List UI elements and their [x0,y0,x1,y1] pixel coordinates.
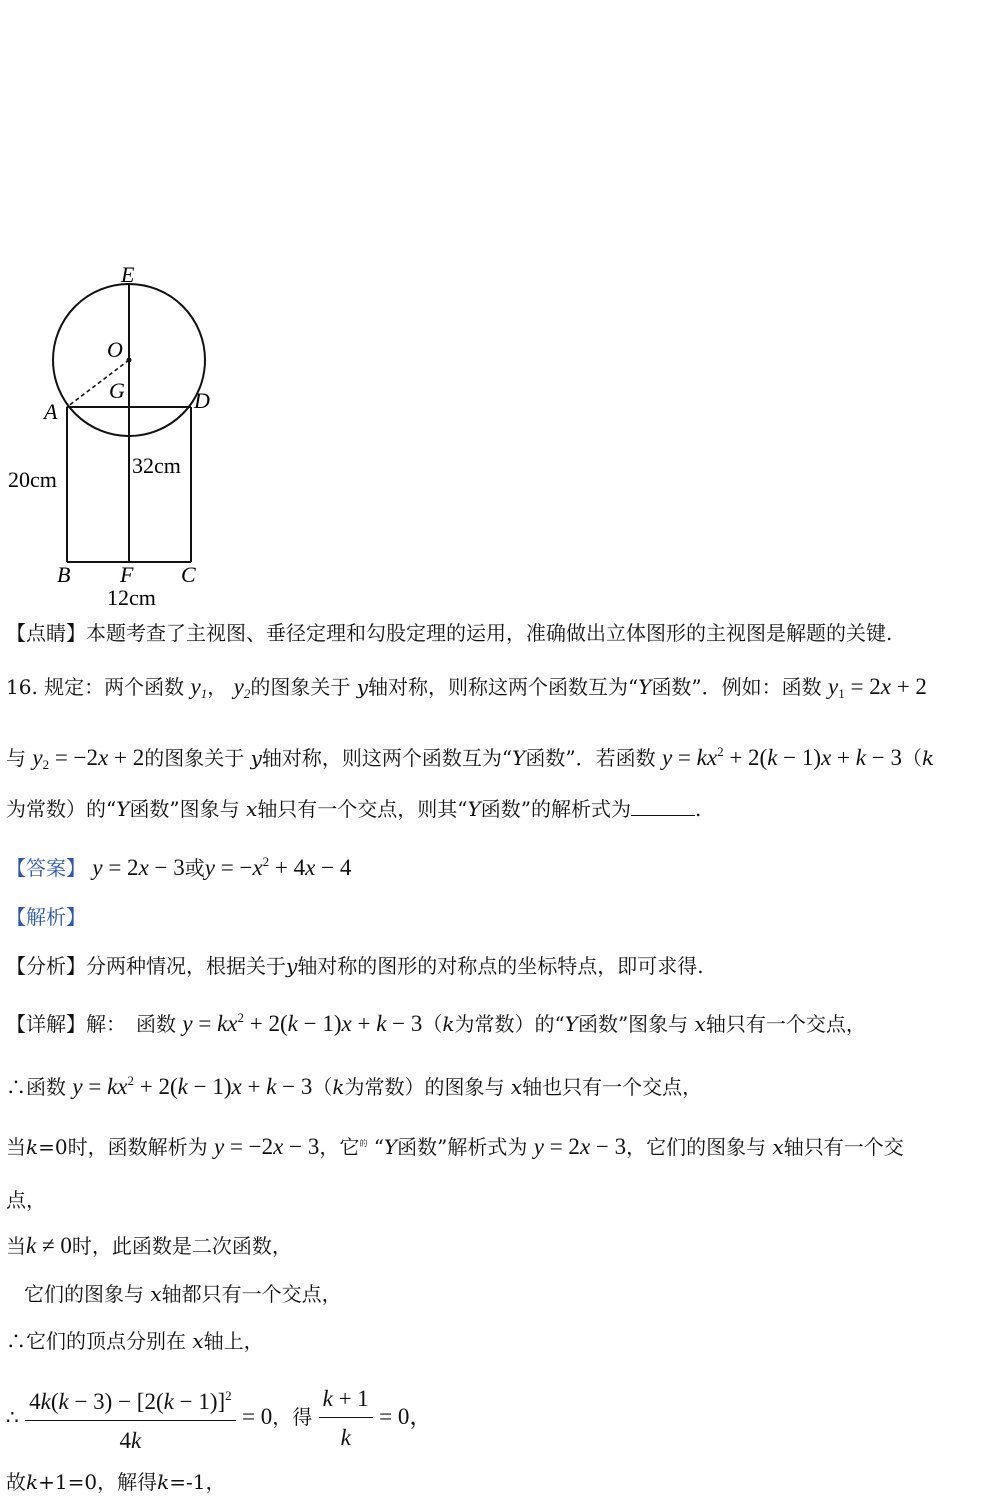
k-nonzero-line [6,1232,292,1260]
therefore-text: （ [312,1075,333,1099]
fenxi-text: 分两种情况，根据关于 [86,954,286,978]
var-x: x [510,1075,523,1099]
q16-text: 的图象关于 [144,746,245,770]
therefore-line-1 [6,1067,702,1101]
q16-text: 函数”图象与 [129,797,240,821]
var-x: x [246,797,258,821]
math-main-function: $y = kx^2 + 2(k - 1)x + k - 3$ [661,744,902,770]
q16-line-1 [6,673,927,708]
fraction-line [6,1378,432,1459]
fenxi-line [6,952,704,980]
xiangjie-text: 解： 函数 [86,1012,176,1036]
k-zero-text: ，它 [319,1135,360,1159]
var-k: k [332,1075,345,1099]
fenxi-tag: 【分析】 [6,954,86,978]
k-nonzero-text: 时，此函数是二次函数， [71,1234,292,1258]
therefore-sign: ∴ [6,1405,19,1429]
var-x: x [694,1012,706,1036]
label-o: O [107,337,123,362]
math-eq-zero: = 0， [379,1404,433,1429]
q16-text: 规定：两个函数 [44,675,185,699]
answer-blank [631,795,695,816]
q16-text: （ [901,746,922,770]
xiangjie-line [6,1004,866,1038]
var-x: x [150,1282,162,1306]
var-k: k [26,1135,39,1159]
q16-text: 与 [6,746,26,770]
k-zero-text: 点， [6,1188,46,1212]
q16-text: 轴只有一个交点，则其“ [257,797,468,821]
both-text: 它们的图象与 [24,1282,144,1306]
last-line [6,1468,225,1496]
dim-bottom: 12cm [107,585,156,610]
q16-line-3 [6,795,701,823]
tiny-char: 的 [359,1139,368,1148]
var-x: x [772,1135,784,1159]
label-a: A [44,399,58,424]
q16-line-2 [6,738,934,779]
q16-text: 函数”．若函数 [525,746,656,770]
geometry-figure [0,255,260,615]
answer-tag: 【答案】 [6,856,86,880]
xiangjie-text: 轴只有一个交点， [705,1012,866,1036]
math-main-function: $y = kx^2 + 2(k - 1)x + k - 3$ [182,1010,423,1036]
answer-or: 或 [184,856,205,880]
var-Y: Y [512,746,526,770]
math-eq-zero: = 0 [242,1404,273,1429]
xiangjie-text: （ [422,1012,443,1036]
math-y1-eq: $y_1 = 2x + 2$ [828,674,927,701]
label-e: E [121,262,135,287]
k-zero-cont-line [6,1186,46,1214]
center-point [127,358,132,363]
vertex-line [6,1327,264,1355]
last-text: 故 [6,1470,26,1494]
label-g: G [109,378,125,403]
therefore-text: 为常数）的图象与 [344,1075,505,1099]
var-Y: Y [638,675,652,699]
math-fraction-1: $\frac{4k(k - 3) - [2(k - 1)]^2}{4k}$ [25,1378,236,1459]
math-k-ne-0: k ≠ 0 [26,1233,72,1258]
therefore-text: 轴也只有一个交点， [522,1075,703,1099]
dim-center: 32cm [132,453,181,478]
k-zero-line [6,1130,904,1161]
k-zero-text: ，它们的图象与 [626,1135,767,1159]
q16-text: 的图象关于 [250,675,351,699]
q16-text: . [694,797,702,821]
dianjing-line [6,619,892,647]
math-y-2x-3: y = 2x − 3 [533,1134,627,1159]
dianjing-tag: 【点睛】 [6,621,86,645]
label-f: F [120,562,134,587]
var-k: k [26,1470,39,1494]
answer-expr-2: $y = -x^2 + 4x - 4$ [204,854,352,880]
vertex-text: 轴上， [203,1329,264,1353]
k-zero-text: “ [373,1135,384,1159]
k-zero-text: =0时，函数解析为 [38,1135,208,1159]
var-k: k [157,1470,170,1494]
answer-expr-1: y = 2x − 3 [92,855,185,880]
label-b: B [57,562,71,587]
q16-text: ， [207,675,228,699]
var-y: y [356,675,368,699]
k-zero-text: 当 [6,1135,26,1159]
var-Y: Y [116,797,130,821]
jiexi-line [6,903,86,931]
last-text: +1=0，解得 [38,1470,158,1494]
var-x: x [192,1329,204,1353]
q16-number: 16. [6,675,38,699]
math-y2-eq: $y_2 = -2x + 2$ [32,745,145,772]
fenxi-text: 轴对称的图形的对称点的坐标特点，即可求得. [297,954,704,978]
var-Y: Y [564,1012,578,1036]
jiexi-tag: 【解析】 [6,905,86,929]
q16-text: 函数”的解析式为 [480,797,631,821]
k-zero-text: 轴只有一个交 [783,1135,904,1159]
q16-text: 为常数）的“ [6,797,117,821]
var-y: y [286,954,298,978]
label-d: D [194,388,210,413]
math-y1: $y_1$ [190,674,208,701]
both-text: 轴都只有一个交点， [161,1282,342,1306]
k-zero-text: 函数”解析式为 [397,1135,528,1159]
q16-text: 函数”．例如：函数 [651,675,822,699]
answer-line [6,848,351,882]
q16-text: 轴对称，则这两个函数互为“ [261,746,513,770]
dianjing-text: 本题考查了主视图、垂径定理和勾股定理的运用，准确做出立体图形的主视图是解题的关键. [86,621,893,645]
var-k: k [442,1012,455,1036]
xiangjie-tag: 【详解】 [6,1012,86,1036]
math-fraction-2: $\frac{k + 1}{k}$ [319,1381,373,1456]
therefore-text: ∴函数 [6,1075,66,1099]
math-y2: $y_2$ [233,674,251,701]
k-nonzero-text: 当 [6,1234,26,1258]
xiangjie-text: 为常数）的“ [454,1012,565,1036]
math-y-neg2x-3: y = −2x − 3 [213,1134,320,1159]
var-k: k [921,746,935,770]
last-text: =-1， [169,1470,226,1494]
xiangjie-text: 函数”图象与 [577,1012,689,1036]
label-c: C [181,562,196,587]
both-line [24,1280,342,1308]
dim-left: 20cm [8,467,57,492]
q16-text: 轴对称，则称这两个函数互为“ [368,675,639,699]
vertex-text: ∴它们的顶点分别在 [6,1329,186,1353]
var-Y: Y [383,1135,398,1159]
fraction-text: ，得 [272,1405,313,1429]
var-Y: Y [467,797,481,821]
var-y: y [250,746,262,770]
math-main-function: $y = kx^2 + 2(k - 1)x + k - 3$ [72,1073,313,1099]
